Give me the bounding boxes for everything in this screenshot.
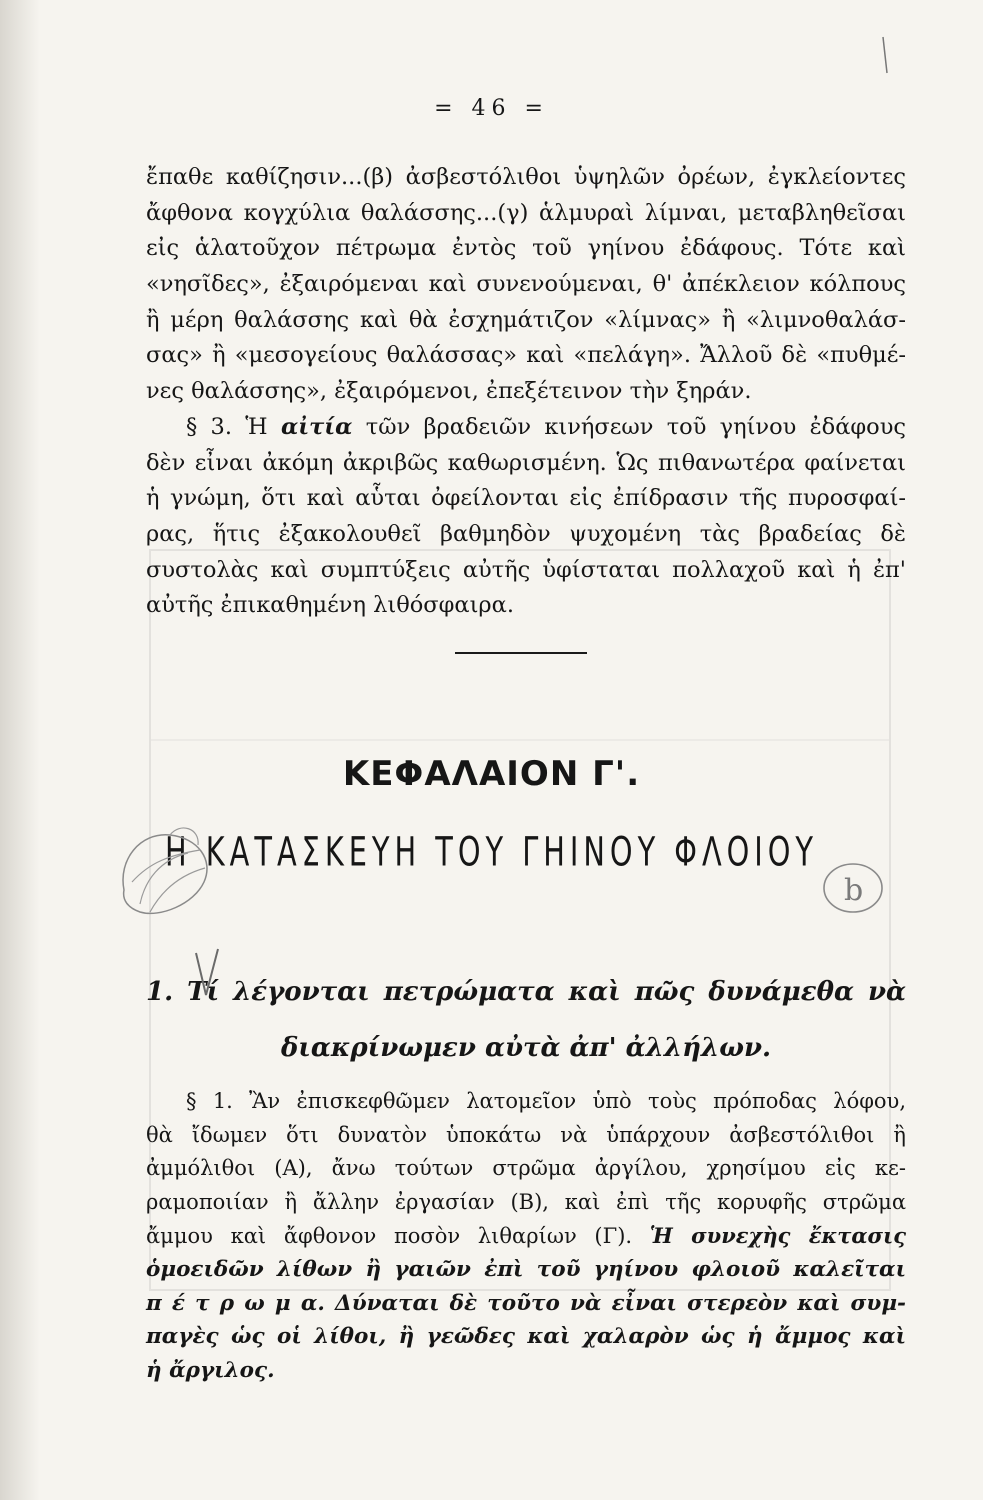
chapter-title: Η ΚΑΤΑΣΚΕΥΗ ΤΟΥ ΓΗΙΝΟΥ ΦΛΟΙΟΥ [165,828,818,876]
mixed-line [146,1219,906,1253]
first-line-rest: τῶν βραδειῶν κινήσεων τοῦ γηίνου ἐδάφους [365,413,906,440]
paragraph-continuation [146,160,906,624]
section-mark: § 3. Ἡ [186,413,268,440]
text-line: ἡ γνώμη, ὅτι καὶ αὗται ὀφείλονται εἰς ἐπίδρασιν τῆς πυροσφαί- [146,485,906,512]
text-line: ἄφθονα κογχύλια θαλάσσης...(γ) ἁλμυραὶ λίμναι, μεταβληθεῖσαι [146,199,906,226]
section-3-first-line [146,410,906,446]
text-line: § 1. Ἂν ἐπισκεφθῶμεν λατομεῖον ὑπὸ τοὺς πρόποδας λόφου, [186,1089,906,1113]
definition-line: παγὲς ὡς οἱ λίθοι, ἢ γεῶδες καὶ χαλαρὸν ὡς ἡ ἄμμος καὶ [146,1324,906,1350]
text-line: θὰ ἴδωμεν ὅτι δυνατὸν ὑποκάτω νὰ ὑπάρχουν ἀσβεστόλιθοι ἢ [146,1122,906,1147]
text-line: αὐτῆς ἐπικαθημένη λιθόσφαιρα. [146,592,514,619]
definition-start: Ἡ συνεχὴς ἔκτασις [649,1223,906,1249]
definition-line: π έ τ ρ ω μ α. Δύναται δὲ τοῦτο νὰ εἶναι στερεὸν καὶ συμ- [146,1290,906,1316]
page-number: = 46 = [434,96,549,121]
pencil-scribble [110,820,220,935]
keyword-aitia: αἰτία [280,413,353,440]
pencil-check-mark [192,945,222,1005]
pencil-tick-top-right [878,35,892,75]
definition-line: ὁμοειδῶν λίθων ἢ γαιῶν ἐπὶ τοῦ γηίνου φλοιοῦ καλεῖται [146,1256,906,1282]
chapter-label: ΚΕΦΑΛΑΙΟΝ Γ'. [342,754,641,794]
text-segment: ἄμμου καὶ ἄφθονον ποσὸν λιθαρίων (Γ). [146,1224,633,1249]
text-line: συστολὰς καὶ συμπτύξεις αὐτῆς ὑφίσταται πολλαχοῦ καὶ ἡ ἐπ' [146,556,906,583]
section-heading-line-2: διακρίνωμεν αὐτὰ ἀπ' ἀλλήλων. [280,1033,772,1063]
text-line: σας» ἢ «μεσογείους θαλάσσας» καὶ «πελάγη». Ἄλλοῦ δὲ «πυθμέ- [146,342,906,369]
text-line: ρας, ἥτις ἐξακολουθεῖ βαθμηδὸν ψυχομένη τὰς βραδείας δὲ [146,520,906,547]
circled-b-annotation [818,858,888,918]
page-edge-shadow [0,0,40,1500]
section-heading [146,972,906,1068]
section-heading-line-1: 1. Τί λέγονται πετρώματα καὶ πῶς δυνάμεθα νὰ [146,977,906,1007]
section-divider [455,652,587,654]
text-line: ἀμμόλιθοι (Α), ἄνω τούτων στρῶμα ἀργίλου, χρησίμου εἰς κε- [146,1156,906,1181]
svg-text:b: b [844,873,864,908]
text-line: ἔπαθε καθίζησιν...(β) ἀσβεστόλιθοι ὑψηλῶν ὀρέων, ἐγκλείοντες [146,164,906,190]
text-line: ἢ μέρη θαλάσσης καὶ θὰ ἐσχημάτιζον «λίμνας» ἢ «λιμνοθαλάσ- [146,306,906,333]
text-line: νες θαλάσσης», ἐξαιρόμενοι, ἐπεξέτεινον τὴν ξηράν. [146,378,752,405]
text-line: εἰς ἁλατοῦχον πέτρωμα ἐντὸς τοῦ γηίνου ἐδάφους. Τότε καὶ [146,235,906,262]
paragraph-section-1 [146,1085,906,1387]
text-line: δὲν εἶναι ἀκόμη ἀκριβῶς καθωρισμένη. Ὡς πιθανωτέρα φαίνεται [146,449,906,476]
text-line: ραμοποιίαν ἢ ἄλλην ἐργασίαν (Β), καὶ ἐπὶ τῆς κορυφῆς στρῶμα [146,1189,906,1214]
text-line: «νησῖδες», ἐξαιρόμεναι καὶ συνενούμεναι, θ' ἀπέκλειον κόλπους [146,271,906,298]
definition-line: ἡ ἄργιλος. [146,1357,275,1383]
